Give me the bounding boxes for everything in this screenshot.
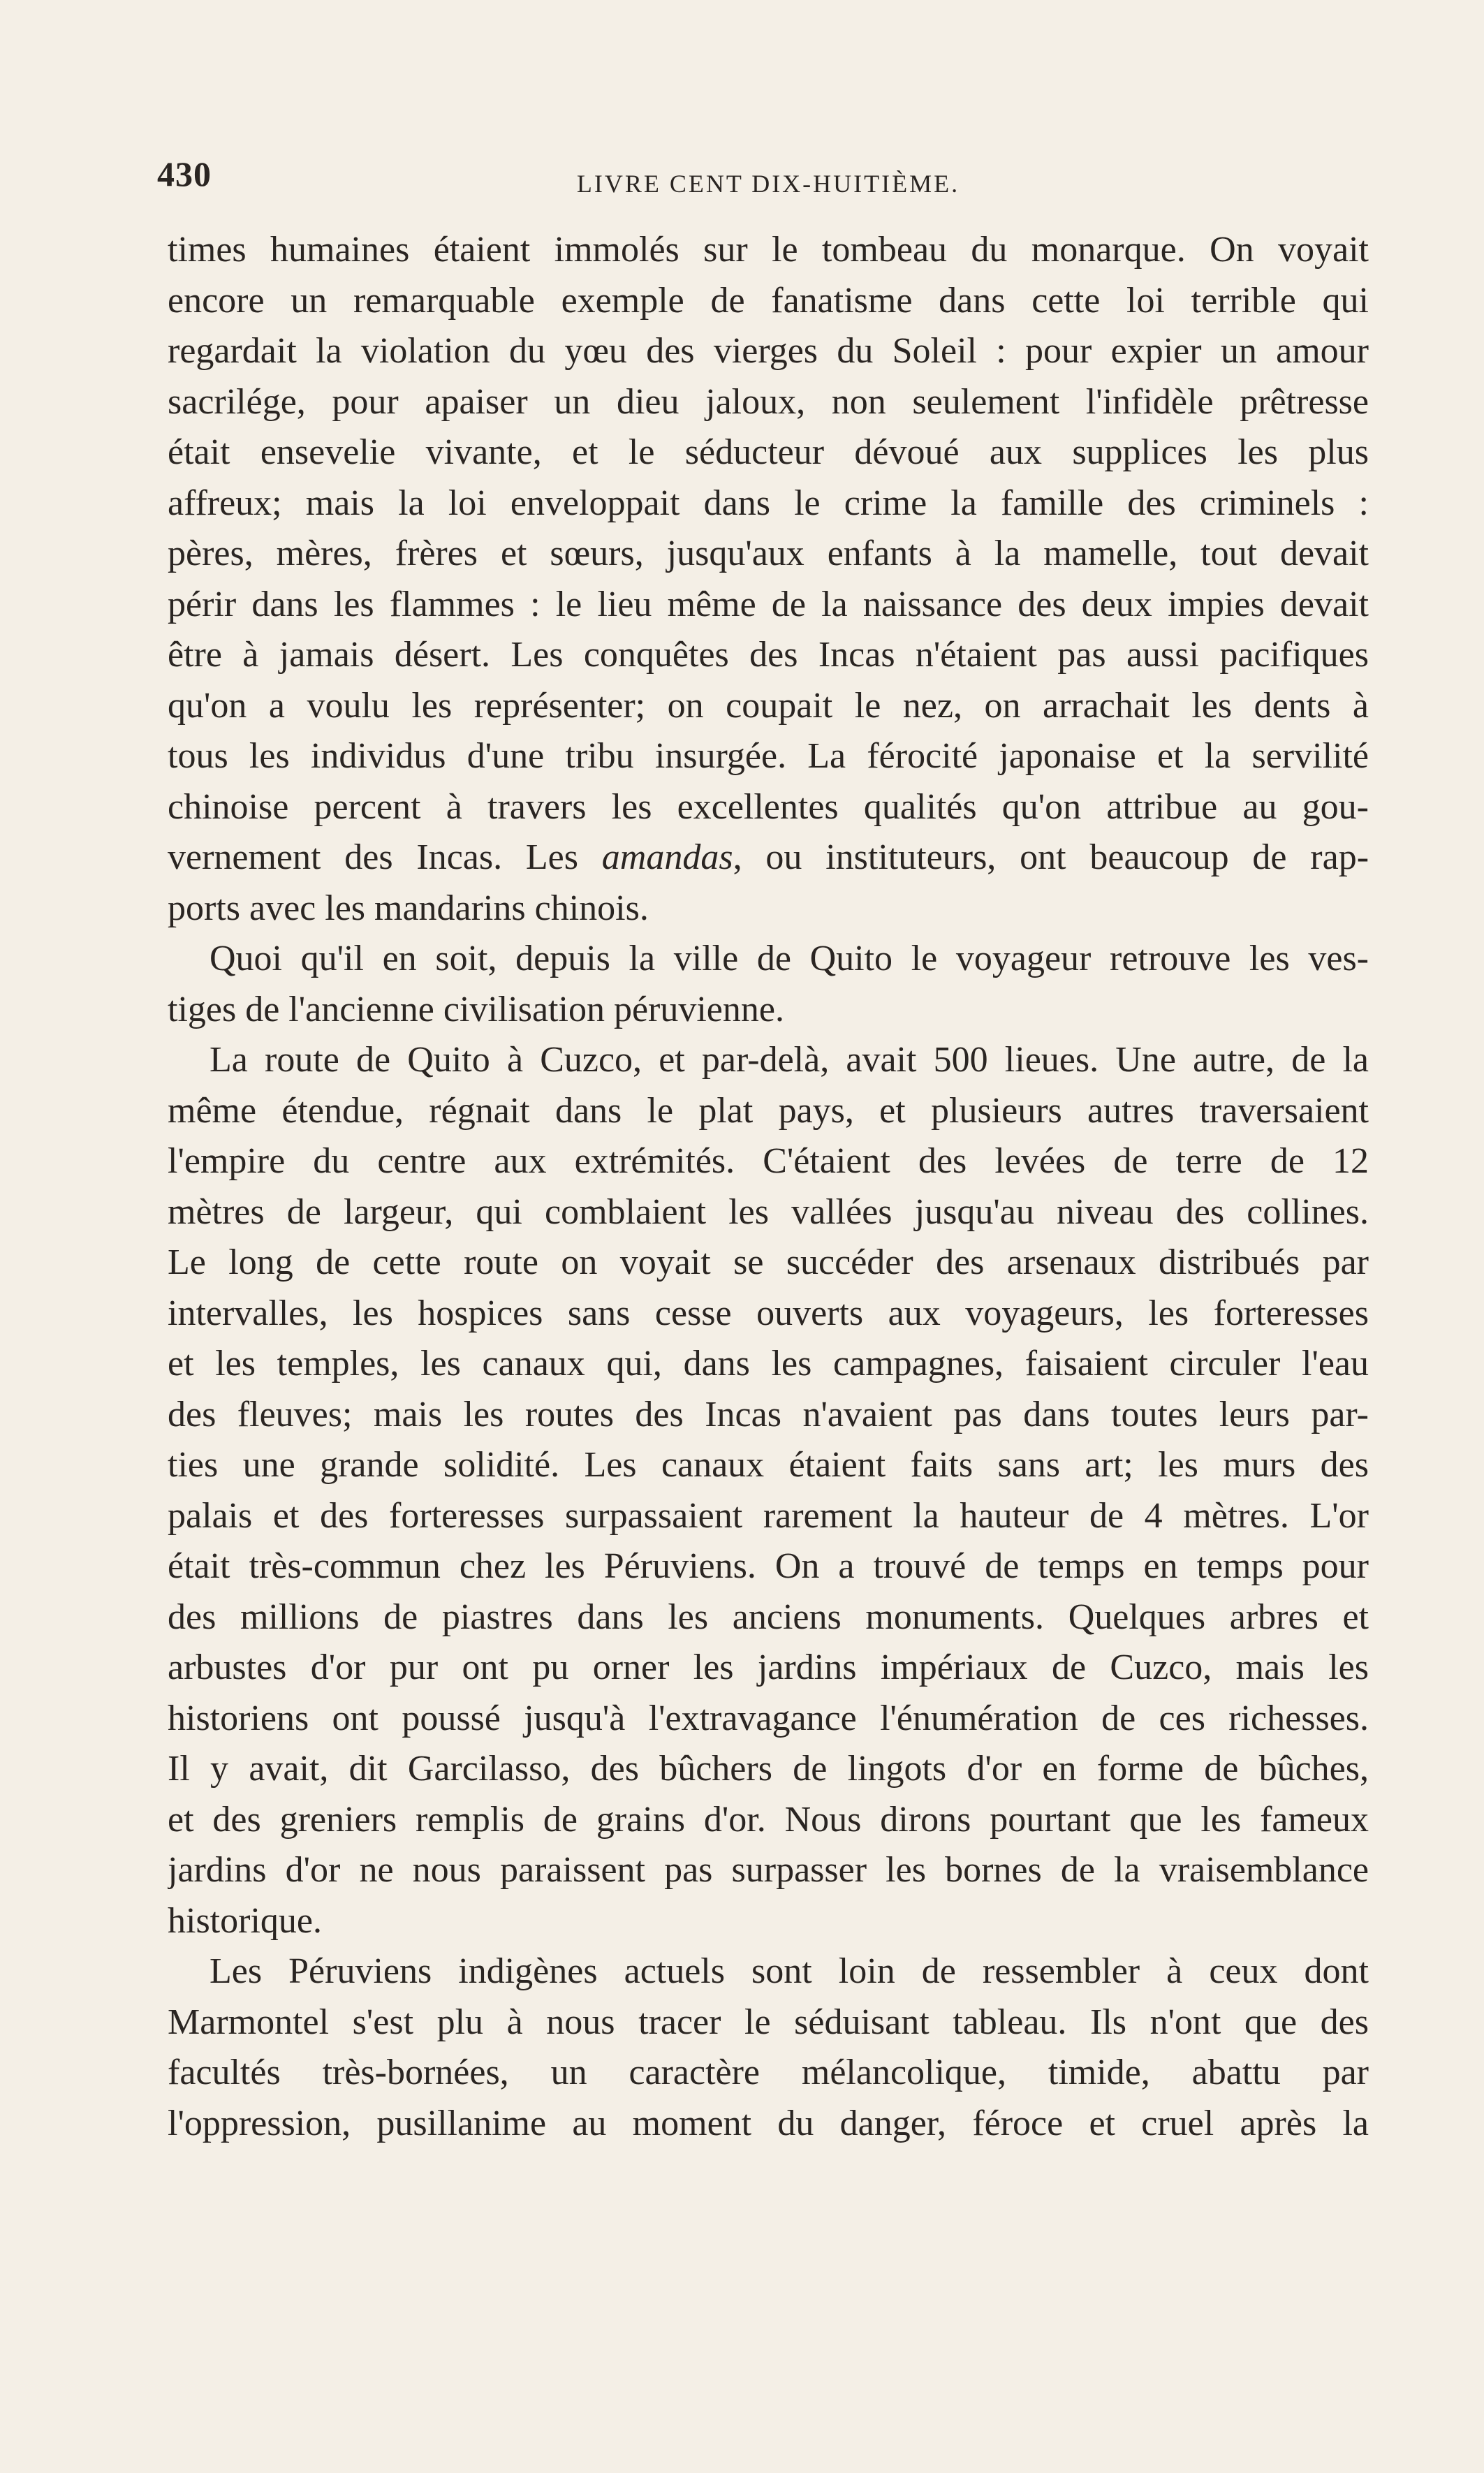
text-line: affreux; mais la loi enveloppait dans le crime la famille des criminels : (168, 483, 1369, 523)
text-line: times humaines étaient immolés sur le tombeau du monarque. On voyait (168, 230, 1369, 270)
text-line: qu'on a voulu les représenter; on coupait le nez, on arrachait les dents à (168, 685, 1369, 726)
text-line: historique. (168, 1900, 322, 1941)
text-line: ties une grande solidité. Les canaux étaient faits sans art; les murs des (168, 1445, 1369, 1485)
text-line: tiges de l'ancienne civilisation péruvienne. (168, 989, 784, 1029)
text-line: jardins d'or ne nous paraissent pas surpasser les bornes de la vraisemblance (168, 1850, 1369, 1890)
text-line: historiens ont poussé jusqu'à l'extravagance l'énumération de ces richesses. (168, 1698, 1369, 1738)
text-line: des fleuves; mais les routes des Incas n'avaient pas dans toutes leurs par- (168, 1394, 1369, 1434)
text-line: pères, mères, frères et sœurs, jusqu'aux enfants à la mamelle, tout devait (168, 534, 1369, 573)
text-segment: vernement des Incas. Les (168, 837, 578, 877)
text-line: des millions de piastres dans les anciens monuments. Quelques arbres et (168, 1597, 1369, 1637)
text-line: intervalles, les hospices sans cesse ouverts aux voyageurs, les forteresses (168, 1293, 1369, 1333)
text-line: Marmontel s'est plu à nous tracer le séduisant tableau. Ils n'ont que des (168, 2002, 1369, 2042)
text-line: était très-commun chez les Péruviens. On a trouvé de temps en temps pour (168, 1546, 1369, 1586)
text-line: être à jamais désert. Les conquêtes des Incas n'étaient pas aussi pacifiques (168, 635, 1369, 675)
text-line: palais et des forteresses surpassaient rarement la hauteur de 4 mètres. L'or (168, 1495, 1369, 1536)
text-line: Quoi qu'il en soit, depuis la ville de Quito le voyageur retrouve les ves- (210, 939, 1369, 978)
italic-term: amandas (601, 837, 733, 877)
text-line: Les Péruviens indigènes actuels sont loin de ressembler à ceux dont (210, 1951, 1369, 1991)
page-number: 430 (157, 154, 212, 193)
text-line: facultés très-bornées, un caractère mélancolique, timide, abattu par (168, 2053, 1369, 2092)
text-line: chinoise percent à travers les excellentes qualités qu'on attribue au gou- (168, 786, 1369, 827)
text-line: ports avec les mandarins chinois. (168, 888, 649, 928)
text-line: périr dans les flammes : le lieu même de la naissance des deux impies devait (168, 584, 1369, 624)
text-line: encore un remarquable exemple de fanatisme dans cette loi terrible qui (168, 280, 1369, 321)
text-segment: , ou instituteurs, ont beaucoup de rap- (733, 837, 1369, 877)
page-header (157, 154, 1379, 210)
text-line: l'oppression, pusillanime au moment du danger, féroce et cruel après la (168, 2103, 1369, 2143)
text-line-with-italic (168, 832, 1369, 883)
text-line: était ensevelie vivante, et le séducteur dévoué aux supplices les plus (168, 432, 1369, 472)
text-line: même étendue, régnait dans le plat pays, et plusieurs autres traversaient (168, 1090, 1369, 1131)
body-text (168, 225, 1369, 2149)
running-head: LIVRE CENT DIX-HUITIÈME. (576, 170, 960, 198)
text-line: La route de Quito à Cuzco, et par-delà, avait 500 lieues. Une autre, de la (210, 1040, 1369, 1080)
text-line: sacrilége, pour apaiser un dieu jaloux, non seulement l'infidèle prêtresse (168, 381, 1369, 422)
text-line: mètres de largeur, qui comblaient les vallées jusqu'au niveau des collines. (168, 1191, 1369, 1232)
text-line: Le long de cette route on voyait se succéder des arsenaux distribués par (168, 1242, 1369, 1282)
text-line: arbustes d'or pur ont pu orner les jardins impériaux de Cuzco, mais les (168, 1648, 1369, 1687)
text-line: l'empire du centre aux extrémités. C'étaient des levées de terre de 12 (168, 1141, 1369, 1181)
text-line: et des greniers remplis de grains d'or. Nous dirons pourtant que les fameux (168, 1799, 1369, 1840)
text-line: regardait la violation du yœu des vierges du Soleil : pour expier un amour (168, 331, 1369, 371)
text-line: et les temples, les canaux qui, dans les campagnes, faisaient circuler l'eau (168, 1344, 1369, 1384)
text-line: Il y avait, dit Garcilasso, des bûchers de lingots d'or en forme de bûches, (168, 1749, 1369, 1789)
text-line: tous les individus d'une tribu insurgée. La férocité japonaise et la servilité (168, 736, 1369, 776)
